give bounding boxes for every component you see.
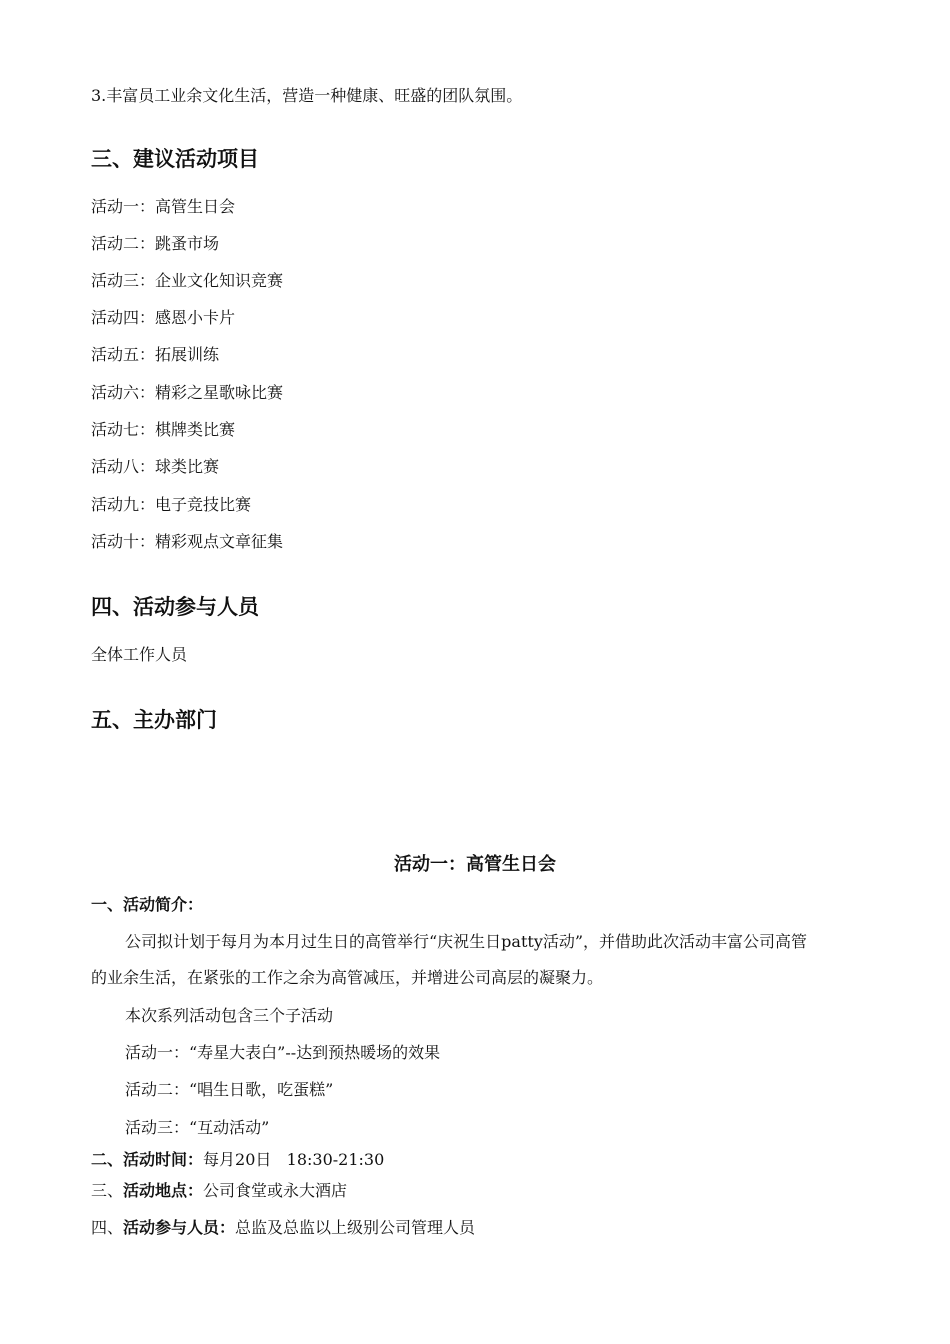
activity1-people-row [91, 1218, 475, 1238]
people-value: 总监及总监以上级别公司管理人员 [235, 1218, 476, 1237]
activity-list-item: 活动三：企业文化知识竞赛 [91, 271, 284, 290]
activity1-sub2: 活动二：“唱生日歌，吃蛋糕” [125, 1080, 334, 1099]
activity1-para1-line2: 的业余生活，在紧张的工作之余为高管减压，并增进公司高层的凝聚力。 [91, 968, 604, 987]
section3-heading: 三、建议活动项目 [91, 147, 259, 171]
activity-list-item: 活动四：感恩小卡片 [91, 308, 236, 327]
place-label: 活动地点： [123, 1181, 204, 1200]
time-value: 每月20日 18:30-21:30 [203, 1150, 385, 1169]
activity-list-item: 活动二：跳蚤市场 [91, 234, 220, 253]
activity-list-item: 活动五：拓展训练 [91, 345, 220, 364]
activity-list-item: 活动七：棋牌类比赛 [91, 420, 236, 439]
activity-list-item: 活动八：球类比赛 [91, 457, 220, 476]
goal-item-3: 3.丰富员工业余文化生活，营造一种健康、旺盛的团队氛围。 [91, 86, 523, 105]
activity1-time-row [91, 1150, 384, 1170]
people-prefix: 四、 [91, 1218, 124, 1237]
section4-heading: 四、活动参与人员 [91, 595, 259, 619]
activity1-title: 活动一：高管生日会 [394, 854, 556, 875]
activity1-intro-label: 一、活动简介： [91, 895, 204, 914]
place-value: 公司食堂或永大酒店 [203, 1181, 348, 1200]
activity1-place-row [91, 1181, 347, 1201]
section4-text: 全体工作人员 [91, 645, 188, 664]
activity1-para1-line1: 公司拟计划于每月为本月过生日的高管举行“庆祝生日patty活动”，并借助此次活动丰富公司高管 [125, 932, 808, 951]
activity1-sub1: 活动一：“寿星大表白”--达到预热暖场的效果 [125, 1043, 441, 1062]
activity-list-item: 活动十：精彩观点文章征集 [91, 532, 284, 551]
people-label: 活动参与人员： [123, 1218, 236, 1237]
time-label: 二、活动时间： [91, 1150, 204, 1169]
activity-list-item: 活动六：精彩之星歌咏比赛 [91, 383, 284, 402]
activity1-series-intro: 本次系列活动包含三个子活动 [125, 1006, 334, 1025]
place-prefix: 三、 [91, 1181, 124, 1200]
section5-heading: 五、主办部门 [91, 708, 217, 732]
activity-list-item: 活动九：电子竞技比赛 [91, 495, 252, 514]
activity-list-item: 活动一：高管生日会 [91, 197, 236, 216]
activity1-sub3: 活动三：“互动活动” [125, 1118, 270, 1137]
